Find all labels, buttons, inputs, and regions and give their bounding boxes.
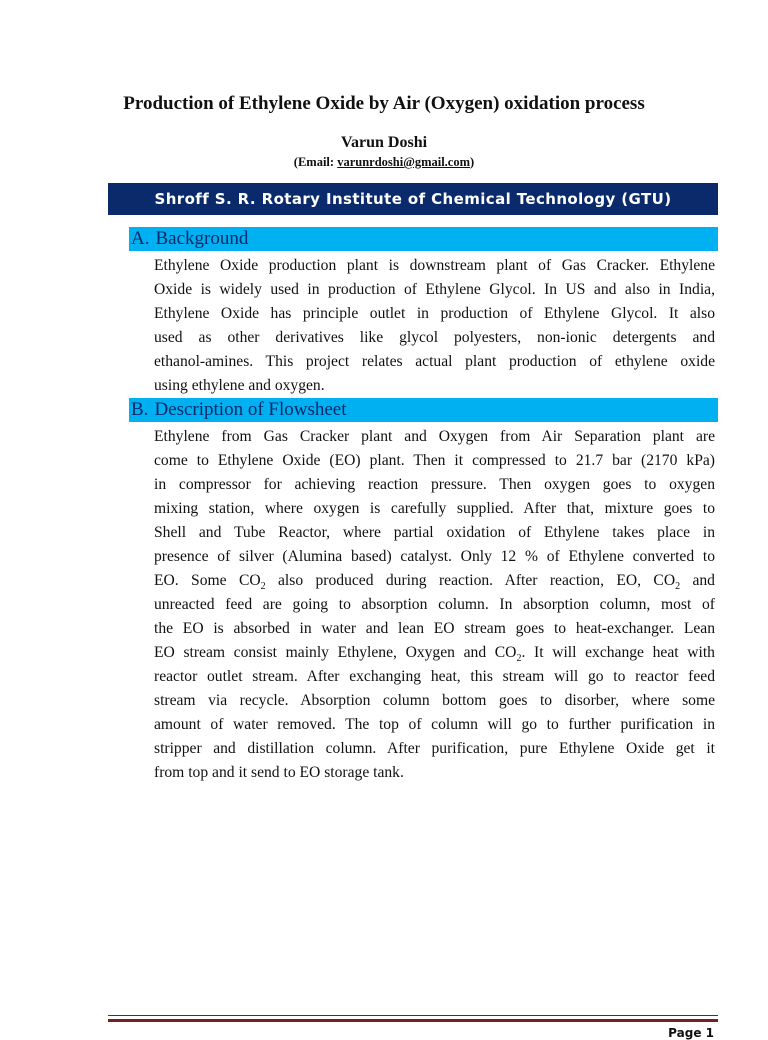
paragraph-line: in compressor for achieving reaction pressure. Then oxygen goes to oxygen <box>154 476 715 493</box>
paragraph-line: used as other derivatives like glycol polyesters, non-ionic detergents and <box>154 329 715 346</box>
section-title: Description of Flowsheet <box>154 399 347 420</box>
paragraph-line: Shell and Tube Reactor, where partial oxidation of Ethylene takes place in <box>154 524 715 541</box>
section-body-background <box>154 254 715 398</box>
email-link[interactable]: varunrdoshi@gmail.com <box>337 155 471 169</box>
section-heading-background <box>129 227 718 251</box>
paragraph-line: the EO is absorbed in water and lean EO stream goes to heat-exchanger. Lean <box>154 620 715 637</box>
section-heading-flowsheet <box>129 398 718 422</box>
section-body-flowsheet <box>154 425 715 785</box>
paragraph-line: unreacted feed are going to absorption column. In absorption column, most of <box>154 596 715 613</box>
paragraph-line: Oxide is widely used in production of Ethylene Glycol. In US and also in India, <box>154 281 715 298</box>
paragraph-line: mixing station, where oxygen is carefully supplied. After that, mixture goes to <box>154 500 715 517</box>
paragraph-line: Ethylene Oxide has principle outlet in production of Ethylene Glycol. It also <box>154 305 715 322</box>
paragraph-line: stripper and distillation column. After purification, pure Ethylene Oxide get it <box>154 740 715 757</box>
paragraph-line: Ethylene from Gas Cracker plant and Oxygen from Air Separation plant are <box>154 428 715 445</box>
paragraph-line: stream via recycle. Absorption column bottom goes to disorber, where some <box>154 692 715 709</box>
paragraph-line: reactor outlet stream. After exchanging heat, this stream will go to reactor feed <box>154 668 715 685</box>
section-title: Background <box>155 228 249 249</box>
paragraph-line: EO. Some $CO_2$ also produced during reaction. After reaction, EO, $CO_2$ and <box>154 572 715 593</box>
paragraph-line: ethanol-amines. This project relates actual plant production of ethylene oxide <box>154 353 715 370</box>
footer-rule-thick <box>108 1019 718 1022</box>
paragraph-line: amount of water removed. The top of column will go to further purification in <box>154 716 715 733</box>
paragraph-line: come to Ethylene Oxide (EO) plant. Then it compressed to 21.7 bar (2170 kPa) <box>154 452 715 469</box>
paragraph-line: presence of silver (Alumina based) catalyst. Only 12 % of Ethylene converted to <box>154 548 715 565</box>
email-prefix: (Email: <box>293 155 338 169</box>
section-number: A. <box>131 228 150 249</box>
institute-banner: Shroff S. R. Rotary Institute of Chemical Technology (GTU) <box>108 183 718 215</box>
author-name: Varun Doshi <box>340 134 428 151</box>
email-suffix: ) <box>470 155 475 169</box>
paragraph-line: using ethylene and oxygen. <box>154 377 325 394</box>
paragraph-line: EO stream consist mainly Ethylene, Oxygen and $CO_2$. It will exchange heat with <box>154 644 715 665</box>
footer-rule-thin <box>108 1015 718 1016</box>
page-number: Page 1 <box>668 1026 714 1040</box>
paragraph-line: Ethylene Oxide production plant is downstream plant of Gas Cracker. Ethylene <box>154 257 715 274</box>
author-email <box>0 155 768 170</box>
section-number: B. <box>131 399 149 420</box>
paragraph-line: from top and it send to EO storage tank. <box>154 764 404 781</box>
document-title: Production of Ethylene Oxide by Air (Oxygen) oxidation process <box>123 93 645 114</box>
